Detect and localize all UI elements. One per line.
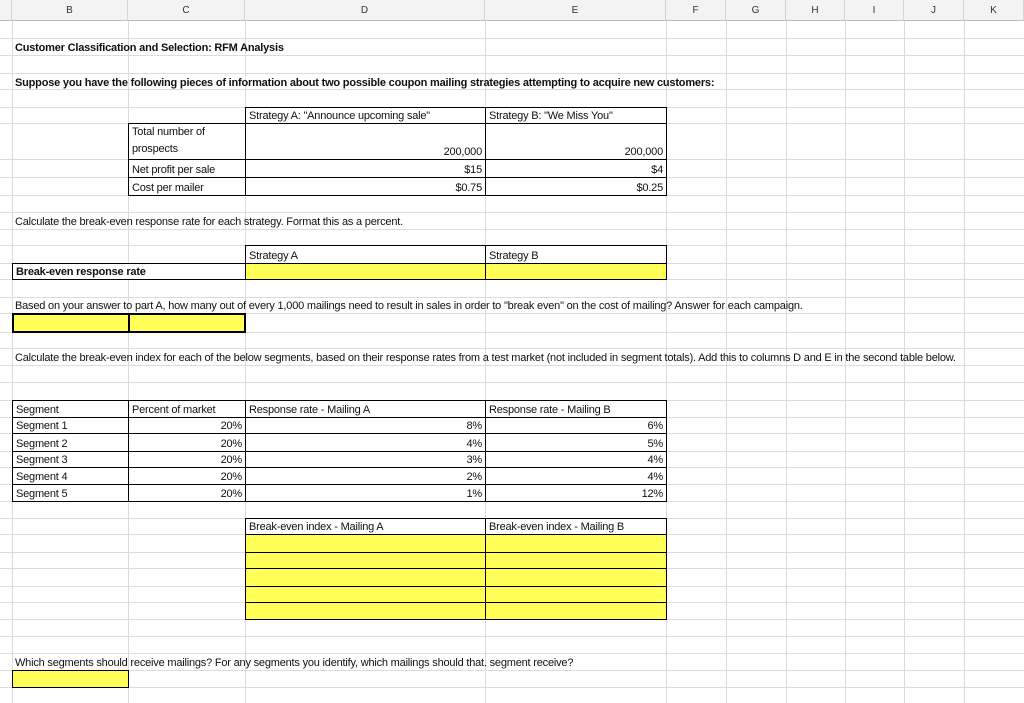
intro-text: Suppose you have the following pieces of information about two possible coupon mailing strategies attempting to acquire new customers: xyxy=(15,77,715,89)
segment-percent[interactable]: 20% xyxy=(128,433,246,452)
segment-name[interactable]: Segment 2 xyxy=(12,433,129,452)
question-3-text: Calculate the break-even index for each of the below segments, based on their response rates from a test market (not included in segment totals). Add this to columns D and E in the second table below. xyxy=(15,352,956,364)
strategy-b-header[interactable]: Strategy B: "We Miss You" xyxy=(485,107,667,124)
breakeven-index-b-answer[interactable] xyxy=(485,602,667,620)
mailings-per-1000-a-answer[interactable] xyxy=(12,313,130,333)
column-header-b[interactable]: B xyxy=(12,0,128,21)
net-profit-label[interactable]: Net profit per sale xyxy=(128,159,246,178)
breakeven-index-b-header[interactable]: Break-even index - Mailing B xyxy=(485,518,667,535)
total-prospects-b[interactable]: 200,000 xyxy=(485,123,667,160)
response-rate-b-header[interactable]: Response rate - Mailing B xyxy=(485,400,667,418)
row-gridline xyxy=(0,365,1024,366)
segment-percent[interactable]: 20% xyxy=(128,467,246,485)
segment-header[interactable]: Segment xyxy=(12,400,129,418)
column-header-c[interactable]: C xyxy=(128,0,245,21)
total-prospects-label-cell[interactable] xyxy=(128,123,246,160)
segment-response-b[interactable]: 4% xyxy=(485,451,667,468)
column-header-k[interactable]: K xyxy=(964,0,1024,21)
column-header-h[interactable]: H xyxy=(786,0,845,21)
percent-market-header[interactable]: Percent of market xyxy=(128,400,246,418)
strategy-a-header[interactable]: Strategy A: "Announce upcoming sale" xyxy=(245,107,486,124)
question-1-text: Calculate the break-even response rate for each strategy. Format this as a percent. xyxy=(15,216,403,228)
column-header-g[interactable]: G xyxy=(726,0,786,21)
segment-name[interactable]: Segment 5 xyxy=(12,484,129,502)
segment-percent[interactable]: 20% xyxy=(128,484,246,502)
sheet-title: Customer Classification and Selection: RFM Analysis xyxy=(15,42,284,54)
breakeven-index-a-answer[interactable] xyxy=(245,552,486,569)
column-header-e[interactable]: E xyxy=(485,0,666,21)
select-all-corner[interactable] xyxy=(0,0,12,21)
question-4-text: Which segments should receive mailings? For any segments you identify, which mailings should that. segment receive? xyxy=(15,657,574,669)
breakeven-index-a-answer[interactable] xyxy=(245,602,486,620)
net-profit-a[interactable]: $15 xyxy=(245,159,486,178)
question-2-text: Based on your answer to part A, how many out of every 1,000 mailings need to result in sales in order to "break even" on the cost of mailing? Answer for each campaign. xyxy=(15,300,803,312)
segment-response-a[interactable]: 1% xyxy=(245,484,486,502)
column-header-j[interactable]: J xyxy=(904,0,964,21)
breakeven-index-b-answer[interactable] xyxy=(485,568,667,587)
row-gridline xyxy=(0,382,1024,383)
segment-response-a[interactable]: 2% xyxy=(245,467,486,485)
column-header-d[interactable]: D xyxy=(245,0,485,21)
segment-name[interactable]: Segment 1 xyxy=(12,417,129,434)
breakeven-rate-b-answer[interactable] xyxy=(485,263,667,280)
segment-name[interactable]: Segment 3 xyxy=(12,451,129,468)
row-gridline xyxy=(0,687,1024,688)
segment-percent[interactable]: 20% xyxy=(128,417,246,434)
cost-per-mailer-b[interactable]: $0.25 xyxy=(485,177,667,196)
breakeven-index-a-answer[interactable] xyxy=(245,534,486,553)
row-gridline xyxy=(0,636,1024,637)
segment-percent[interactable]: 20% xyxy=(128,451,246,468)
segment-response-a[interactable]: 8% xyxy=(245,417,486,434)
breakeven-index-b-answer[interactable] xyxy=(485,552,667,569)
column-header-i[interactable]: I xyxy=(845,0,904,21)
row-gridline xyxy=(0,229,1024,230)
mailings-per-1000-b-answer[interactable] xyxy=(128,313,246,333)
breakeven-strategy-a-header[interactable]: Strategy A xyxy=(245,245,486,264)
total-prospects-a[interactable]: 200,000 xyxy=(245,123,486,160)
breakeven-rate-a-answer[interactable] xyxy=(245,263,486,280)
total-prospects-label-line1: Total number of xyxy=(132,126,205,138)
breakeven-index-a-header[interactable]: Break-even index - Mailing A xyxy=(245,518,486,535)
segment-response-b[interactable]: 6% xyxy=(485,417,667,434)
breakeven-strategy-b-header[interactable]: Strategy B xyxy=(485,245,667,264)
breakeven-index-b-answer[interactable] xyxy=(485,534,667,553)
net-profit-b[interactable]: $4 xyxy=(485,159,667,178)
column-gridline xyxy=(964,21,965,703)
segment-response-b[interactable]: 5% xyxy=(485,433,667,452)
segment-name[interactable]: Segment 4 xyxy=(12,467,129,485)
breakeven-rate-label[interactable]: Break-even response rate xyxy=(12,263,246,280)
total-prospects-label-line2: prospects xyxy=(132,143,178,155)
breakeven-index-a-answer[interactable] xyxy=(245,586,486,603)
cost-per-mailer-label[interactable]: Cost per mailer xyxy=(128,177,246,196)
cost-per-mailer-a[interactable]: $0.75 xyxy=(245,177,486,196)
segment-response-b[interactable]: 4% xyxy=(485,467,667,485)
column-header-f[interactable]: F xyxy=(666,0,726,21)
segment-selection-answer[interactable] xyxy=(12,670,129,688)
row-gridline xyxy=(0,55,1024,56)
breakeven-index-b-answer[interactable] xyxy=(485,586,667,603)
segment-response-a[interactable]: 3% xyxy=(245,451,486,468)
response-rate-a-header[interactable]: Response rate - Mailing A xyxy=(245,400,486,418)
segment-response-a[interactable]: 4% xyxy=(245,433,486,452)
row-gridline xyxy=(0,670,1024,671)
segment-response-b[interactable]: 12% xyxy=(485,484,667,502)
breakeven-index-a-answer[interactable] xyxy=(245,568,486,587)
